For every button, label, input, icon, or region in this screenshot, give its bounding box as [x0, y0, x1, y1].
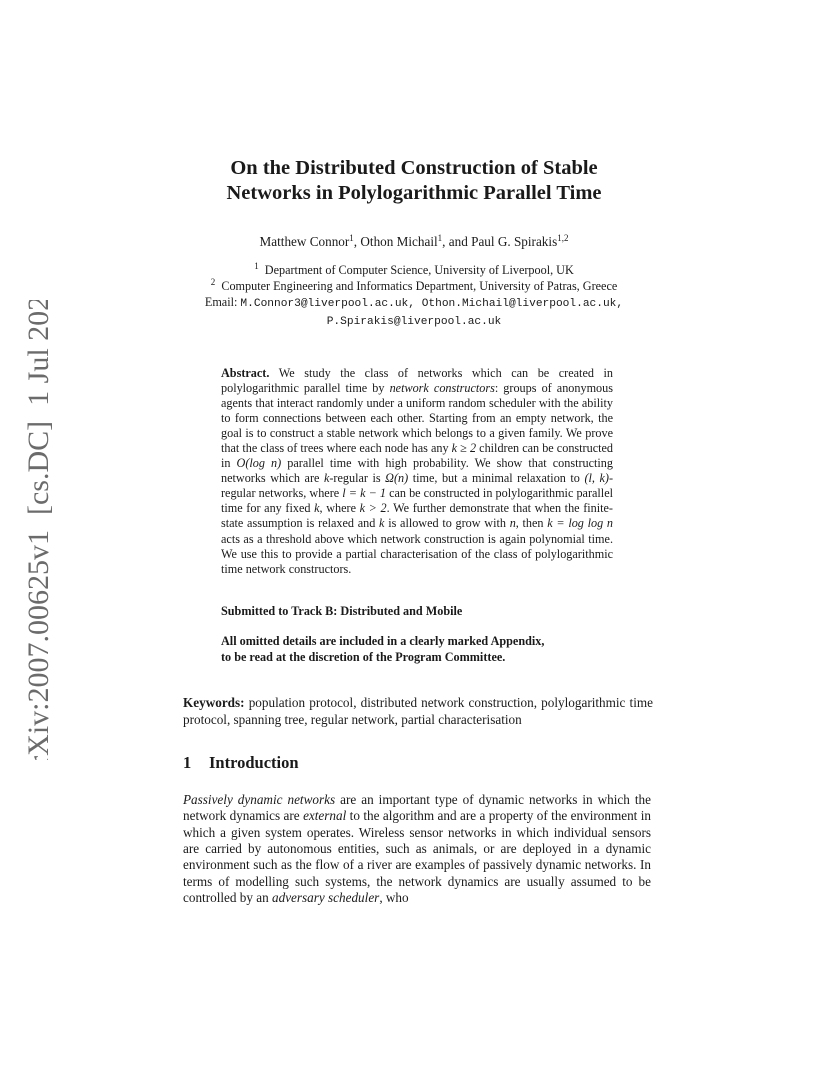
- affiliation-1: $^1$ Department of Computer Science, University of Liverpool, UK: [254, 261, 574, 277]
- email-addresses-2[interactable]: P.Spirakis@liverpool.ac.uk: [326, 316, 502, 328]
- author-3-affil: 1,2: [557, 233, 569, 243]
- email-line-1: Email: M.Connor3@liverpool.ac.uk, Othon.Michail@liverpool.ac.uk,: [204, 295, 624, 310]
- keywords-text: population protocol, distributed network construction, polylogarithmic time protocol, spanning tree, regular network, partial characterisation: [183, 695, 653, 727]
- author-1-affil: 1: [349, 233, 354, 243]
- section-title: Introduction: [209, 753, 299, 772]
- intro-paragraph: Passively dynamic networks are an important type of dynamic networks in which the network dynamics are external to the algorithm and are a property of the environment in which a given system operates. Wireless sensor networks in which individual sensors are carried by autonomous entities, such as animals, or are deployed in a dynamic environment such as the flow of a river are examples of passively dynamic networks. In terms of modelling such systems, the network dynamics are usually assumed to be controlled by an adversary scheduler, who: [183, 792, 651, 906]
- keywords-label: Keywords:: [183, 695, 245, 710]
- author-1: Matthew Connor: [259, 234, 350, 249]
- affiliation-2: $^2$ Computer Engineering and Informatics Department, University of Patras, Greece: [210, 277, 618, 293]
- author-conjunction: , and: [442, 234, 472, 249]
- appendix-note-line-1: All omitted details are included in a clearly marked Appendix,: [221, 634, 545, 648]
- author-2: Othon Michail: [360, 234, 438, 249]
- arxiv-stamp-svg: [6, 300, 66, 760]
- section-heading: [183, 753, 299, 773]
- abstract-label: Abstract.: [221, 366, 270, 380]
- section-number: 1: [183, 753, 192, 772]
- appendix-note: [221, 634, 631, 665]
- email-line-2: [0, 312, 828, 330]
- abstract: Abstract. We study the class of networks which can be created in polylogarithmic parallel time by network constructors: groups of anonymous agents that interact randomly under a uniform random scheduler with the ability to form connections between each other. Starting from an empty network, the goal is to construct a stable network which belongs to a given family. We prove that the class of trees where each node has any k ≥ 2 children can be constructed in O(log n) parallel time with high probability. We show that constructing networks which are k-regular is Ω(n) time, but a minimal relaxation to (l, k)-regular networks, where l = k − 1 can be constructed in polylogarithmic parallel time for any fixed k, where k > 2. We further demonstrate that when the finite-state assumption is relaxed and k is allowed to grow with n, then k = log log n acts as a threshold above which network construction is again polynomial time. We use this to provide a partial characterisation of the class of polylogarithmic time network constructors.: [221, 366, 613, 576]
- arxiv-stamp: [6, 300, 66, 760]
- title-line-1: On the Distributed Construction of Stable: [230, 157, 598, 179]
- keywords: [183, 694, 653, 728]
- arxiv-stamp-text: arXiv:2007.00625v1 [cs.DC] 1 Jul 2020: [22, 300, 55, 760]
- appendix-note-line-2: to be read at the discretion of the Program Committee.: [221, 649, 506, 664]
- submission-track-note: Submitted to Track B: Distributed and Mobile: [221, 604, 463, 618]
- author-3: Paul G. Spirakis: [471, 234, 558, 249]
- author-list: Matthew Connor$^1$, Othon Michail$^1$, and Paul G. Spirakis$^{1,2}$: [259, 233, 569, 249]
- author-2-affil: 1: [437, 233, 443, 243]
- paper-title: [0, 156, 828, 206]
- affiliations: [0, 262, 828, 330]
- email-addresses-1[interactable]: M.Connor3@liverpool.ac.uk, Othon.Michail@liverpool.ac.uk,: [240, 298, 624, 310]
- title-line-2: Networks in Polylogarithmic Parallel Time: [226, 182, 602, 204]
